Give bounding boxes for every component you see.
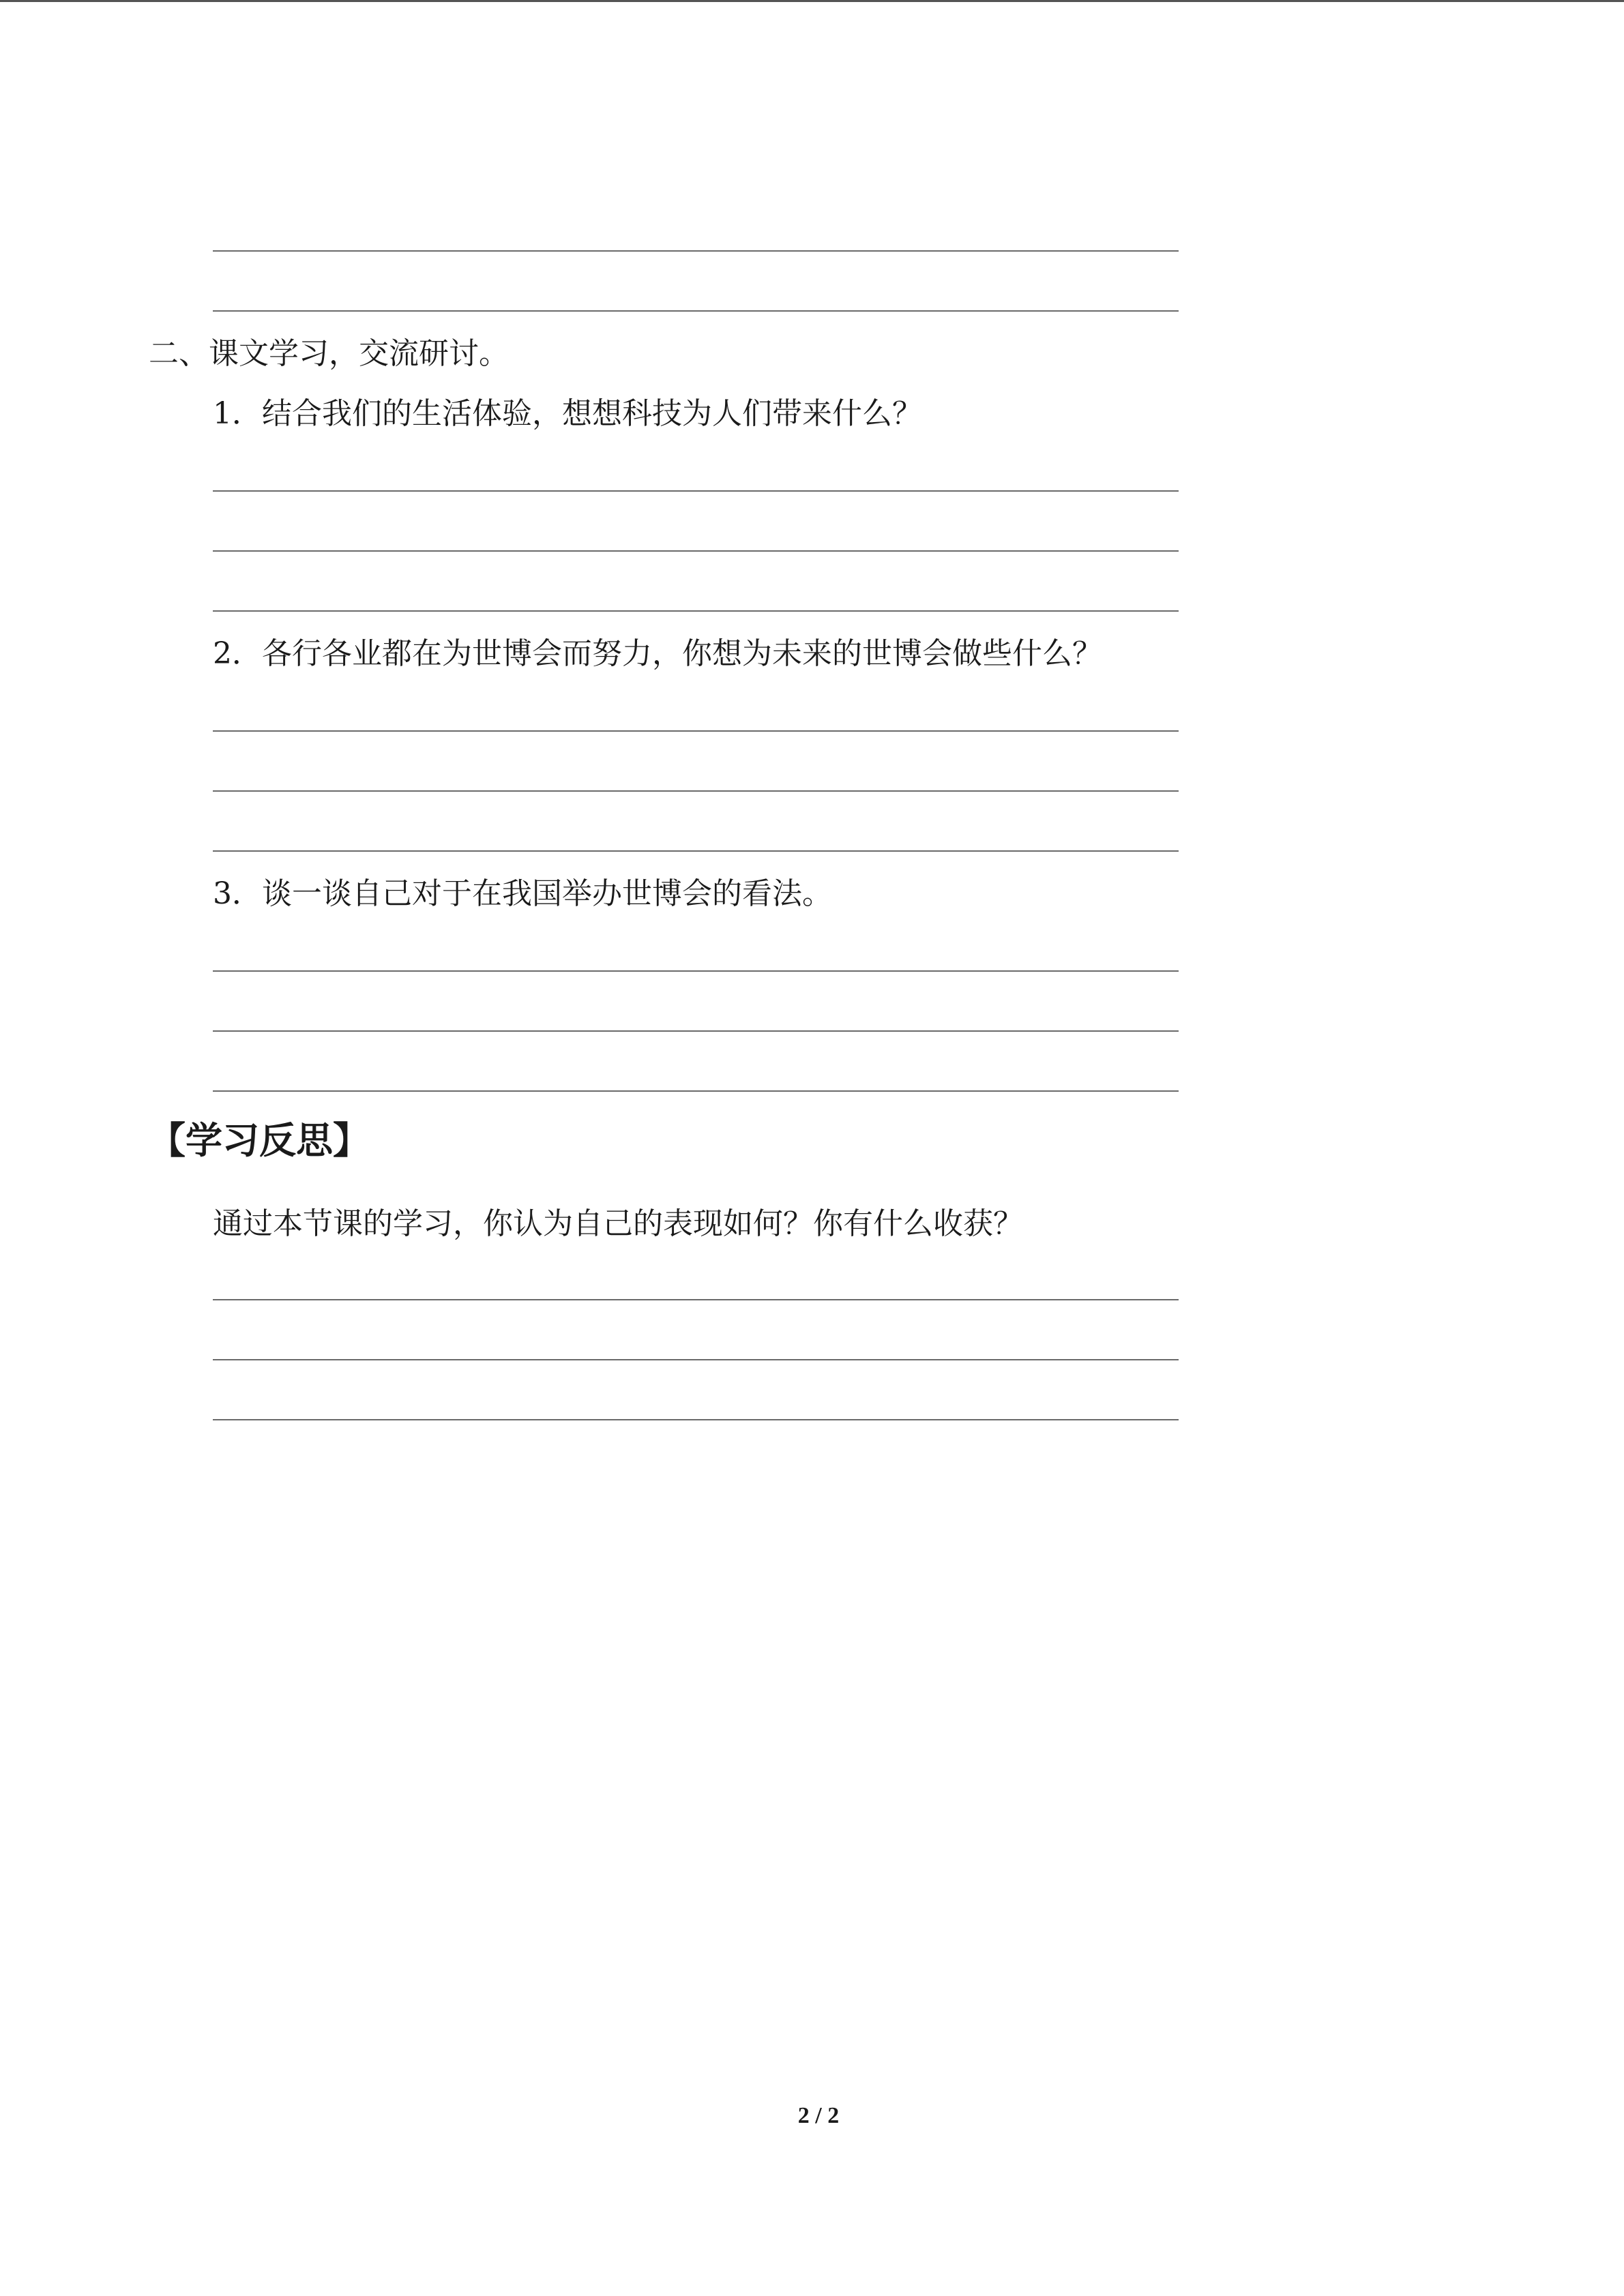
answer-line[interactable]: [213, 1359, 1179, 1360]
answer-line[interactable]: [213, 310, 1179, 312]
answer-line[interactable]: [213, 250, 1179, 252]
reflection-heading: 【学习反思】: [149, 1119, 370, 1162]
page-number: 2 / 2: [797, 2103, 840, 2128]
question-3: 3．谈一谈自己对于在我国举办世博会的看法。: [213, 876, 832, 911]
answer-line[interactable]: [213, 970, 1179, 972]
reflection-prompt: 通过本节课的学习，你认为自己的表现如何？你有什么收获？: [213, 1206, 1023, 1241]
section-two-title: 二、课文学习，交流研讨。: [149, 336, 509, 371]
question-2: 2．各行各业都在为世博会而努力，你想为未来的世博会做些什么？: [213, 636, 1102, 671]
answer-line[interactable]: [213, 1299, 1179, 1300]
answer-line[interactable]: [213, 1419, 1179, 1420]
answer-line[interactable]: [213, 610, 1179, 612]
page-top-border: [0, 0, 1624, 2]
answer-line[interactable]: [213, 730, 1179, 732]
question-1: 1．结合我们的生活体验，想想科技为人们带来什么？: [213, 396, 922, 431]
answer-line[interactable]: [213, 1090, 1179, 1092]
answer-line[interactable]: [213, 790, 1179, 792]
answer-line[interactable]: [213, 490, 1179, 492]
answer-line[interactable]: [213, 550, 1179, 552]
answer-line[interactable]: [213, 850, 1179, 852]
answer-line[interactable]: [213, 1030, 1179, 1032]
